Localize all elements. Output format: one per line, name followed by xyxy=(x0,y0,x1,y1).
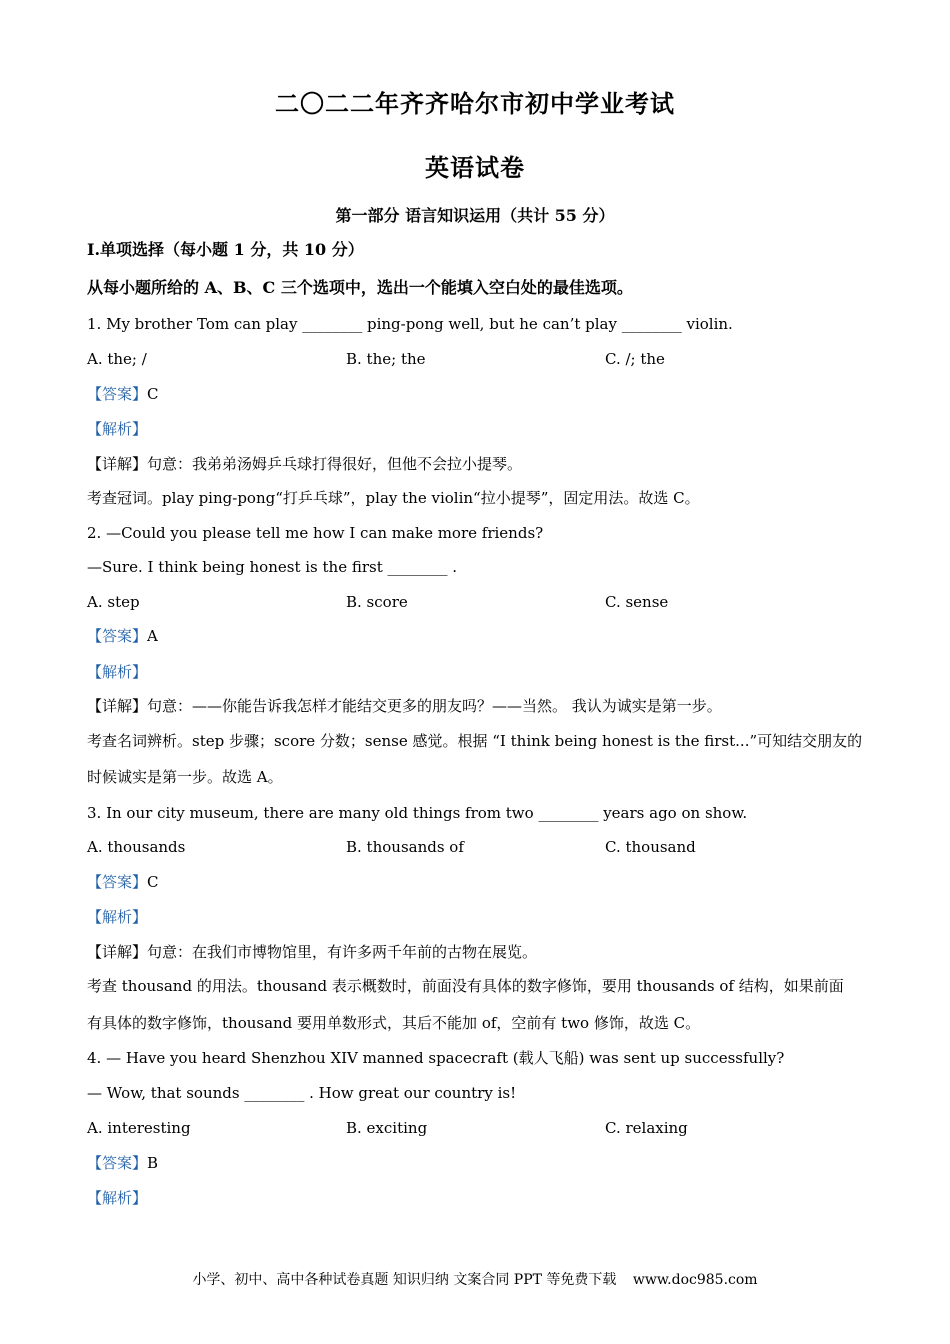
question-2-explain-line2: 时候诚实是第一步。故选 A。 xyxy=(87,768,283,786)
question-2-analysis xyxy=(87,662,877,682)
question-4-option-b: B. exciting xyxy=(346,1119,428,1137)
question-4-answer xyxy=(87,1153,877,1173)
question-1-option-b: B. the; the xyxy=(346,350,426,368)
answer-tag: 【答案】 xyxy=(87,385,148,403)
exam-subtitle: 英语试卷 xyxy=(425,153,525,182)
question-3-stem: 3. In our city museum, there are many old things from two ________ years ago on show. xyxy=(87,804,748,822)
question-3-analysis xyxy=(87,907,877,927)
detail-tag: 【详解】 xyxy=(87,455,148,473)
answer-value: C xyxy=(147,385,159,403)
question-1-analysis xyxy=(87,419,877,439)
question-1-answer xyxy=(87,384,877,404)
answer-tag: 【答案】 xyxy=(87,1154,148,1172)
answer-value: C xyxy=(147,873,159,891)
question-1-stem: 1. My brother Tom can play ________ ping-pong well, but he can’t play ________ violin. xyxy=(87,315,733,333)
detail-text: 句意：——你能告诉我怎样才能结交更多的朋友吗？——当然。 我认为诚实是第一步。 xyxy=(147,697,722,715)
detail-text: 句意：在我们市博物馆里，有许多两千年前的古物在展览。 xyxy=(147,943,538,961)
question-3-explain-line2: 有具体的数字修饰，thousand 要用单数形式，其后不能加 of，空前有 two 修饰，故选 C。 xyxy=(87,1014,701,1032)
question-2-detail xyxy=(87,696,877,716)
question-3-answer xyxy=(87,872,877,892)
question-2-stem-line2: —Sure. I think being honest is the first ________ . xyxy=(87,558,458,576)
footer-text: 小学、初中、高中各种试卷真题 知识归纳 文案合同 PPT 等免费下载 xyxy=(192,1272,617,1288)
section-instruction: 从每小题所给的 A、B、C 三个选项中，选出一个能填入空白处的最佳选项。 xyxy=(87,278,633,297)
question-4-analysis xyxy=(87,1188,877,1208)
page-footer xyxy=(0,1269,950,1289)
question-3-option-c: C. thousand xyxy=(605,838,696,856)
question-1-detail xyxy=(87,454,877,474)
question-2-option-c: C. sense xyxy=(605,593,669,611)
question-3-detail xyxy=(87,942,877,962)
question-2-option-a: A. step xyxy=(87,593,140,611)
analysis-tag: 【解析】 xyxy=(87,908,148,926)
question-2-option-b: B. score xyxy=(346,593,408,611)
question-3-option-a: A. thousands xyxy=(87,838,186,856)
answer-value: B xyxy=(147,1154,159,1172)
question-3-option-b: B. thousands of xyxy=(346,838,464,856)
question-1-explain: 考查冠词。play ping-pong“打乒乓球”，play the violin“拉小提琴”，固定用法。故选 C。 xyxy=(87,489,700,507)
question-2-stem: 2. —Could you please tell me how I can make more friends? xyxy=(87,524,544,542)
question-4-option-a: A. interesting xyxy=(87,1119,191,1137)
detail-text: 句意：我弟弟汤姆乒乓球打得很好，但他不会拉小提琴。 xyxy=(147,455,523,473)
analysis-tag: 【解析】 xyxy=(87,420,148,438)
analysis-tag: 【解析】 xyxy=(87,1189,148,1207)
answer-tag: 【答案】 xyxy=(87,627,148,645)
detail-tag: 【详解】 xyxy=(87,697,148,715)
exam-title: 二〇二二年齐齐哈尔市初中学业考试 xyxy=(275,89,675,118)
question-4-stem: 4. — Have you heard Shenzhou XIV manned spacecraft (载人飞船) was sent up successfully? xyxy=(87,1049,785,1067)
section-heading: Ⅰ.单项选择（每小题 1 分，共 10 分） xyxy=(87,240,364,259)
question-4-stem-line2: — Wow, that sounds ________ . How great our country is! xyxy=(87,1084,517,1102)
question-4-option-c: C. relaxing xyxy=(605,1119,688,1137)
detail-tag: 【详解】 xyxy=(87,943,148,961)
question-2-answer xyxy=(87,626,877,646)
question-3-explain-line1: 考查 thousand 的用法。thousand 表示概数时，前面没有具体的数字修饰，要用 thousands of 结构，如果前面 xyxy=(87,977,844,995)
analysis-tag: 【解析】 xyxy=(87,663,148,681)
question-1-option-c: C. /; the xyxy=(605,350,665,368)
question-2-explain-line1: 考查名词辨析。step 步骤；score 分数；sense 感觉。根据 “I think being honest is the first...”可知结交朋友的 xyxy=(87,732,863,750)
answer-value: A xyxy=(147,627,158,645)
footer-link[interactable]: www.doc985.com xyxy=(632,1272,758,1288)
answer-tag: 【答案】 xyxy=(87,873,148,891)
question-1-option-a: A. the; / xyxy=(87,350,147,368)
part-heading: 第一部分 语言知识运用（共计 55 分） xyxy=(335,206,615,225)
